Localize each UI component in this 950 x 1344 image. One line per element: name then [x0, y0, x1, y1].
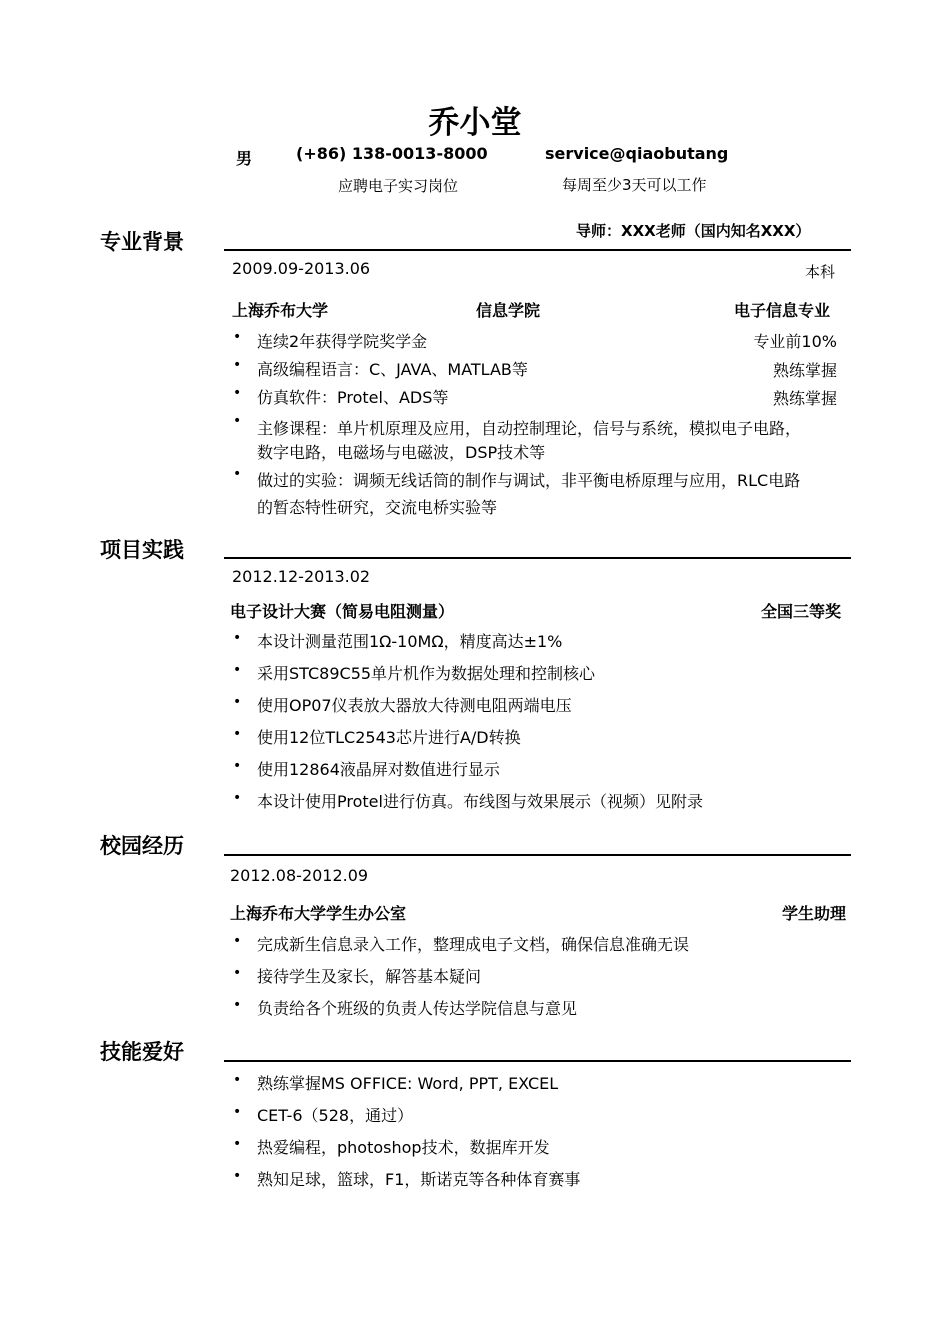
list-item-note: 专业前10%: [753, 332, 837, 351]
bullet: •: [233, 357, 242, 373]
bullet: •: [233, 385, 242, 401]
advisor: 导师：XXX老师（国内知名XXX）: [576, 222, 811, 240]
list-item: 仿真软件：Protel、ADS等: [257, 388, 449, 407]
bullet: •: [233, 1168, 242, 1184]
major: 电子信息专业: [734, 301, 831, 320]
list-item: 本设计测量范围1Ω-10MΩ，精度高达±1%: [257, 632, 563, 651]
list-item: 使用OP07仪表放大器放大待测电阻两端电压: [257, 696, 572, 715]
section-title-projects: 项目实践: [100, 538, 184, 562]
list-item: 使用12864液晶屏对数值进行显示: [257, 760, 500, 779]
list-item: 接待学生及家长，解答基本疑问: [257, 967, 482, 986]
list-item-note: 熟练掌握: [772, 361, 837, 380]
bullet: •: [233, 694, 242, 710]
campus-role: 学生助理: [782, 904, 847, 923]
section-title-skills: 技能爱好: [100, 1040, 184, 1064]
section-divider: [224, 249, 851, 251]
list-item: 负责给各个班级的负责人传达学院信息与意见: [257, 999, 578, 1018]
bullet: •: [233, 758, 242, 774]
list-item: 使用12位TLC2543芯片进行A/D转换: [257, 728, 521, 747]
list-item: 主修课程：单片机原理及应用，自动控制理论，信号与系统，模拟电子电路，: [257, 419, 802, 438]
list-item: 采用STC89C55单片机作为数据处理和控制核心: [257, 664, 596, 683]
list-item: 完成新生信息录入工作，整理成电子文档，确保信息准确无误: [257, 935, 690, 954]
project-name: 电子设计大赛（简易电阻测量）: [230, 602, 455, 621]
bullet: •: [233, 965, 242, 981]
bullet: •: [233, 413, 242, 429]
list-item: 做过的实验：调频无线话筒的制作与调试，非平衡电桥原理与应用，RLC电路: [257, 471, 801, 490]
bullet: •: [233, 997, 242, 1013]
list-item: 熟练掌握MS OFFICE: Word, PPT, EXCEL: [257, 1074, 559, 1093]
degree: 本科: [805, 263, 836, 281]
bullet: •: [233, 1104, 242, 1120]
bullet: •: [233, 466, 242, 482]
section-divider: [224, 557, 851, 559]
availability: 每周至少3天可以工作: [562, 176, 707, 194]
list-item: 连续2年获得学院奖学金: [257, 332, 428, 351]
gender: 男: [236, 149, 253, 168]
bullet: •: [233, 630, 242, 646]
phone: (+86) 138-0013-8000: [296, 144, 488, 163]
campus-period: 2012.08-2012.09: [230, 866, 369, 885]
bullet: •: [233, 790, 242, 806]
education-period: 2009.09-2013.06: [232, 259, 371, 278]
list-item: CET-6（528，通过）: [257, 1106, 414, 1125]
project-award: 全国三等奖: [761, 602, 842, 621]
bullet: •: [233, 662, 242, 678]
list-item-continued: 的暂态特性研究，交流电桥实验等: [257, 498, 498, 517]
bullet: •: [233, 933, 242, 949]
resume-name: 乔小堂: [428, 105, 522, 141]
section-divider: [224, 1060, 851, 1062]
list-item-note: 熟练掌握: [772, 389, 837, 408]
campus-org: 上海乔布大学学生办公室: [230, 904, 407, 923]
bullet: •: [233, 329, 242, 345]
college: 信息学院: [476, 301, 541, 320]
list-item: 本设计使用Protel进行仿真。布线图与效果展示（视频）见附录: [257, 792, 703, 811]
list-item-continued: 数字电路，电磁场与电磁波，DSP技术等: [257, 443, 546, 462]
email: service@qiaobutang: [545, 144, 729, 163]
list-item: 热爱编程，photoshop技术，数据库开发: [257, 1138, 550, 1157]
bullet: •: [233, 726, 242, 742]
section-title-campus: 校园经历: [100, 834, 184, 858]
bullet: •: [233, 1072, 242, 1088]
section-divider: [224, 854, 851, 856]
bullet: •: [233, 1136, 242, 1152]
list-item: 熟知足球，篮球，F1，斯诺克等各种体育赛事: [257, 1170, 581, 1189]
project-period: 2012.12-2013.02: [232, 567, 371, 586]
section-title-education: 专业背景: [100, 230, 184, 254]
target-position: 应聘电子实习岗位: [338, 177, 459, 195]
school: 上海乔布大学: [232, 301, 329, 320]
list-item: 高级编程语言：C、JAVA、MATLAB等: [257, 360, 528, 379]
